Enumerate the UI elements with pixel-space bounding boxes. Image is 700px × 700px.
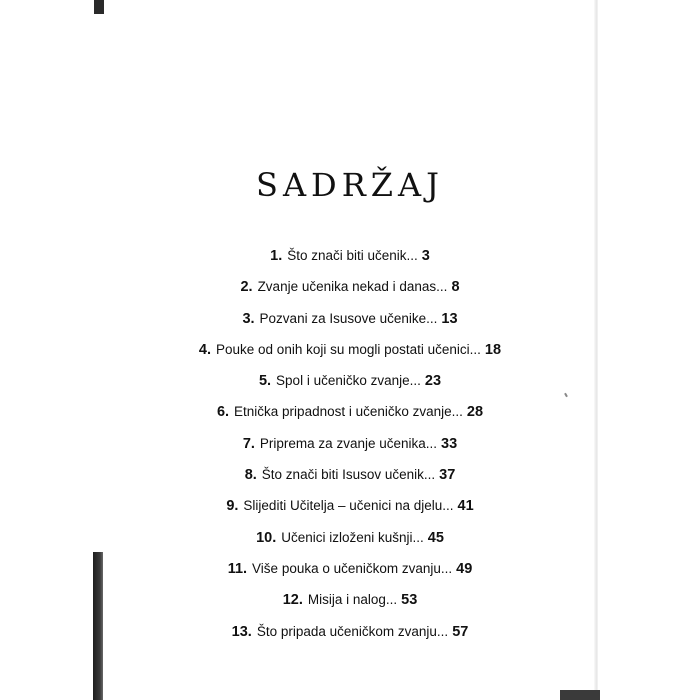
scan-edge-top	[94, 0, 104, 14]
toc-entry	[0, 428, 700, 459]
page-number: 28	[466, 404, 484, 421]
page-number: 57	[452, 623, 469, 640]
chapter-number: 12.	[282, 592, 303, 609]
chapter-title: Učenici izloženi kušnji...	[281, 529, 424, 545]
page-number: 37	[439, 467, 456, 484]
toc-entry	[0, 490, 700, 521]
page-number: 45	[427, 529, 444, 546]
chapter-number: 13.	[231, 623, 252, 640]
chapter-title: Više pouka o učeničkom zvanju...	[252, 560, 453, 576]
chapter-number: 1.	[270, 248, 283, 264]
toc-entry	[0, 616, 700, 647]
chapter-title: Slijediti Učitelja – učenici na djelu...	[243, 498, 454, 514]
toc-entry	[0, 459, 700, 490]
page-number: 33	[441, 435, 458, 452]
chapter-number: 6.	[216, 404, 230, 421]
chapter-title: Misija i nalog...	[307, 592, 398, 608]
chapter-title: Etnička pripadnost i učeničko zvanje...	[234, 404, 463, 420]
chapter-number: 7.	[242, 435, 255, 452]
chapter-number: 11.	[227, 560, 248, 577]
toc-entry	[0, 584, 700, 615]
toc-entry	[0, 365, 700, 396]
page-title: SADRŽAJ	[256, 166, 444, 204]
toc-entry	[0, 240, 700, 271]
toc-entry	[0, 396, 700, 427]
chapter-title: Zvanje učenika nekad i danas...	[257, 279, 448, 295]
chapter-number: 8.	[244, 467, 257, 484]
page-number: 18	[484, 341, 502, 358]
page-number: 41	[457, 498, 474, 515]
chapter-number: 10.	[256, 529, 277, 546]
toc-entry	[0, 522, 700, 553]
chapter-title: Pouke od onih koji su mogli postati učenici...	[216, 341, 481, 357]
chapter-title: Pozvani za Isusove učenike...	[259, 310, 438, 326]
page-number: 23	[424, 373, 442, 390]
page-number: 8	[451, 279, 460, 296]
page-number: 3	[421, 248, 430, 264]
chapter-title: Priprema za zvanje učenika...	[259, 435, 438, 451]
chapter-number: 3.	[242, 310, 255, 327]
page-number: 49	[456, 560, 473, 577]
chapter-title: Što pripada učeničkom zvanju...	[256, 623, 449, 639]
toc-entry	[0, 303, 700, 334]
chapter-title: Što znači biti učenik...	[287, 248, 418, 263]
scan-edge-bottom-right	[560, 690, 600, 700]
table-of-contents	[0, 240, 700, 647]
chapter-title: Spol i učeničko zvanje...	[276, 373, 421, 389]
chapter-title: Što znači biti Isusov učenik...	[261, 467, 436, 483]
chapter-number: 9.	[226, 498, 239, 515]
toc-entry	[0, 334, 700, 365]
page-number: 53	[401, 592, 418, 609]
chapter-number: 5.	[258, 373, 272, 390]
toc-entry	[0, 271, 700, 302]
toc-entry	[0, 553, 700, 584]
chapter-number: 2.	[240, 279, 253, 296]
chapter-number: 4.	[198, 341, 212, 358]
page-number: 13	[441, 310, 458, 327]
